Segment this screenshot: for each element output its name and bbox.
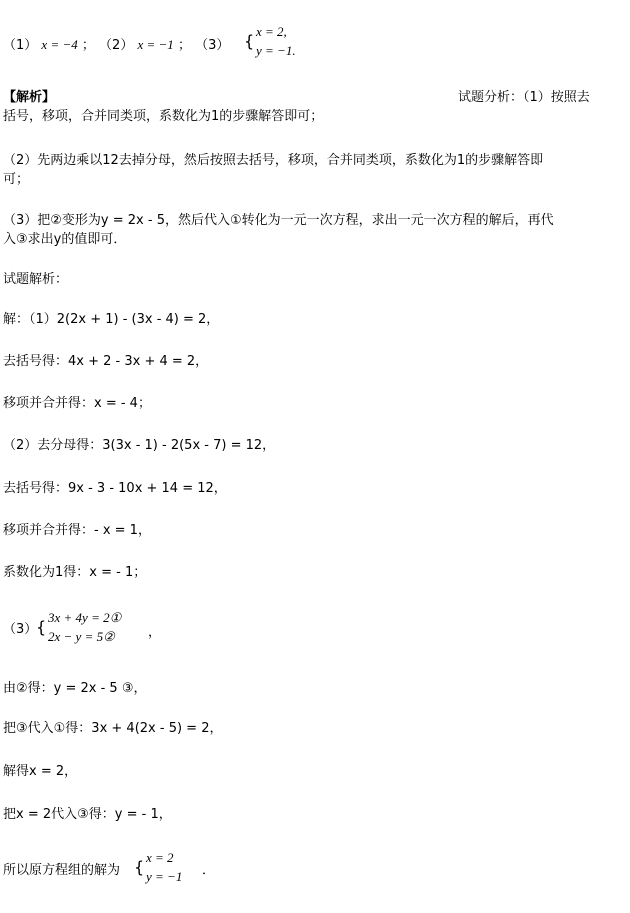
- answer-separator-1: ；: [81, 38, 95, 53]
- solution-3-system: [36, 608, 121, 646]
- analysis-3-line-2: 入③求出y的值即可．: [3, 232, 127, 247]
- solution-step-10: 把③代入①得：3x + 4(2x - 5) = 2，: [3, 721, 223, 736]
- answer-1-label: （1）: [3, 38, 38, 53]
- answer-1-equation: x = −4: [41, 37, 78, 52]
- final-answer-label: 所以原方程组的解为: [3, 863, 121, 878]
- solution-3-label: （3）: [3, 622, 38, 637]
- final-row-2: y = −1: [146, 869, 183, 884]
- solution-step-4: （2）去分母得：3(3x - 1) - 2(5x - 7) = 12，: [3, 438, 276, 453]
- solution-step-3: 移项并合并得：x = - 4；: [3, 396, 151, 411]
- answer-3-label: （3）: [195, 38, 230, 53]
- brace-icon: {: [134, 857, 145, 877]
- answer-2-equation: x = −1: [137, 37, 174, 52]
- analysis-1-cont: 括号，移项，合并同类项，系数化为1的步骤解答即可；: [3, 109, 324, 124]
- final-answer-system: [134, 848, 182, 886]
- solution-step-9: 由②得：y = 2x - 5 ③，: [3, 681, 147, 696]
- system-equation-2: 2x − y = 5②: [48, 629, 115, 644]
- analysis-head: 试题分析：（1）按照去: [458, 90, 590, 105]
- jiexi-tag: 【解析】: [3, 90, 56, 105]
- solution-heading: 试题解析：: [3, 272, 69, 287]
- answer-2-label: （2）: [99, 38, 134, 53]
- solution-step-12: 把x = 2代入③得：y = - 1，: [3, 807, 172, 822]
- answer-3-row-1: x = 2,: [256, 24, 287, 39]
- answer-separator-2: ；: [177, 38, 191, 53]
- analysis-2-line-2: 可；: [3, 172, 30, 187]
- analysis-2-line-1: （2）先两边乘以12去掉分母，然后按照去括号，移项，合并同类项，系数化为1的步骤解答即: [3, 153, 544, 168]
- solution-step-6: 移项并合并得：- x = 1，: [3, 523, 151, 538]
- final-answer-tail: ．: [202, 863, 216, 878]
- solution-step-7: 系数化为1得：x = - 1；: [3, 565, 147, 580]
- brace-icon: {: [36, 617, 47, 637]
- final-row-1: x = 2: [146, 850, 174, 865]
- solution-step-5: 去括号得：9x - 3 - 10x + 14 = 12，: [3, 481, 227, 496]
- analysis-3-line-1: （3）把②变形为y = 2x - 5，然后代入①转化为一元一次方程，求出一元一次方程的解后，再代: [3, 213, 554, 228]
- brace-icon: {: [244, 31, 255, 51]
- answer-3-row-2: y = −1.: [256, 43, 296, 58]
- answer-line: [3, 36, 229, 55]
- solution-3-tail: ，: [148, 625, 162, 640]
- solution-step-11: 解得x = 2，: [3, 764, 78, 779]
- solution-step-2: 去括号得：4x + 2 - 3x + 4 = 2，: [3, 354, 209, 369]
- solution-step-1: 解：（1）2(2x + 1) - (3x - 4) = 2，: [3, 312, 220, 327]
- answer-3-system: [244, 22, 296, 60]
- system-equation-1: 3x + 4y = 2①: [48, 610, 122, 625]
